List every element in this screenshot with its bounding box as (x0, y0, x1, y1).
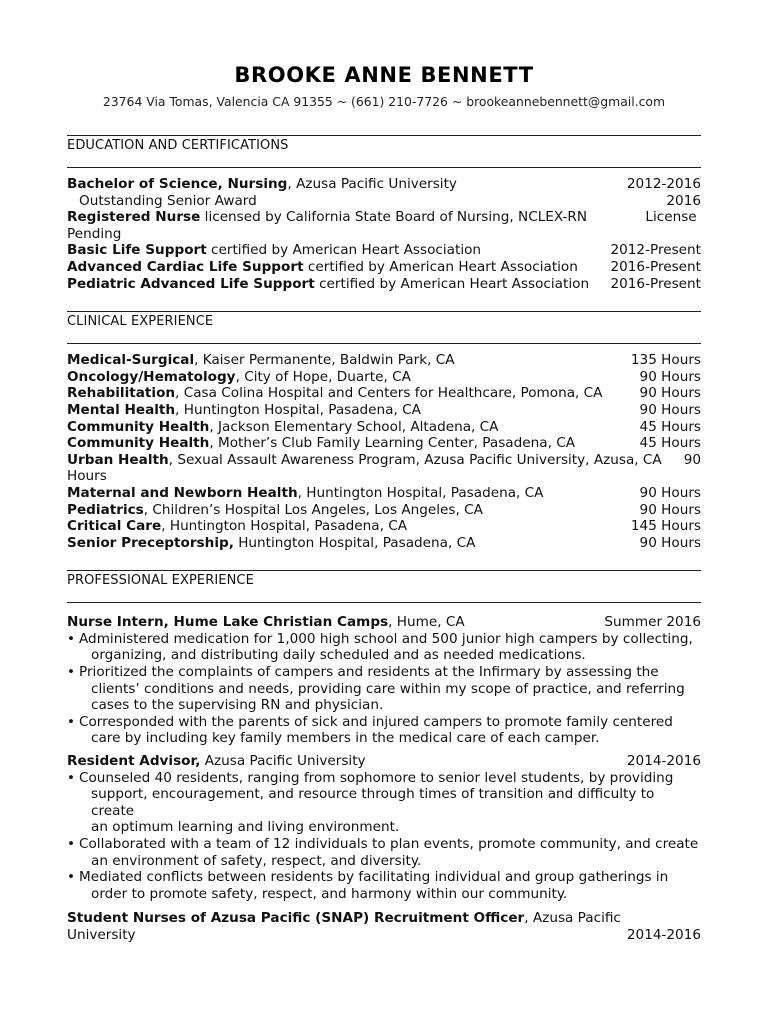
clinical-item: Community Health, Mother’s Club Family Learning Center, Pasadena, CA 45 Hours (67, 435, 701, 452)
job-title-row: Nurse Intern, Hume Lake Christian Camps, Hume, CA Summer 2016 (67, 614, 701, 631)
clinical-item: Community Health, Jackson Elementary School, Altadena, CA 45 Hours (67, 418, 701, 435)
section-heading: EDUCATION AND CERTIFICATIONS (67, 135, 701, 168)
education-section (67, 135, 701, 292)
section-heading: PROFESSIONAL EXPERIENCE (67, 570, 701, 603)
education-item: Bachelor of Science, Nursing, Azusa Pacific University 2012-2016 (67, 176, 701, 192)
job-bullets (67, 770, 701, 903)
list-item: • Prioritized the complaints of campers and residents at the Infirmary by assessing the clients’ conditions and needs, providing care within my scope of practice, and referring cases to the supervising RN and physician. (67, 664, 701, 714)
education-item: Advanced Cardiac Life Support certified by American Heart Association 2016-Present (67, 258, 701, 275)
list-item: • Mediated conflicts between residents by facilitating individual and group gatherings in order to promote safety, respect, and harmony within our community. (67, 869, 701, 902)
clinical-item: Critical Care, Huntington Hospital, Pasadena, CA 145 Hours (67, 518, 701, 535)
list-item: • Counseled 40 residents, ranging from sophomore to senior level students, by providing support, encouragement, and resource through times of transition and difficulty to create an optimum learning and living environment. (67, 770, 701, 836)
clinical-item: Pediatrics, Children’s Hospital Los Angeles, Los Angeles, CA 90 Hours (67, 501, 701, 518)
education-item-wrap: Pending (67, 225, 122, 242)
clinical-item: Maternal and Newborn Health, Huntington Hospital, Pasadena, CA 90 Hours (67, 484, 701, 501)
clinical-item: Oncology/Hematology, City of Hope, Duarte, CA 90 Hours (67, 368, 701, 385)
list-item: • Collaborated with a team of 12 individuals to plan events, promote community, and create an environment of safety, respect, and diversity. (67, 836, 701, 869)
job-title-row: Resident Advisor, Azusa Pacific University 2014-2016 (67, 753, 701, 770)
job-title-row: Student Nurses of Azusa Pacific (SNAP) Recruitment Officer, Azusa Pacific (67, 910, 621, 927)
education-item: Outstanding Senior Award 2016 (79, 192, 701, 209)
list-item: • Administered medication for 1,000 high school and 500 junior high campers by collecting, organizing, and distributing daily scheduled and as needed medications. (67, 631, 701, 664)
education-item: Registered Nurse licensed by California State Board of Nursing, NCLEX-RN License (67, 209, 701, 226)
clinical-item: Rehabilitation, Casa Colina Hospital and Centers for Healthcare, Pomona, CA 90 Hours (67, 385, 701, 402)
clinical-item: Mental Health, Huntington Hospital, Pasadena, CA 90 Hours (67, 401, 701, 418)
list-item: • Corresponded with the parents of sick and injured campers to promote family centered care by including key family members in the medical care of each camper. (67, 714, 701, 747)
clinical-item-wrap: Hours (67, 468, 107, 485)
resume-page (67, 62, 701, 944)
professional-section (67, 570, 701, 943)
section-heading: CLINICAL EXPERIENCE (67, 311, 701, 344)
candidate-name: BROOKE ANNE BENNETT (234, 63, 534, 87)
clinical-section (67, 311, 701, 551)
education-item: Basic Life Support certified by American Heart Association 2012-Present (67, 242, 701, 259)
education-item: Pediatric Advanced Life Support certified by American Heart Association 2016-Present (67, 275, 701, 292)
contact-line: 23764 Via Tomas, Valencia CA 91355 ~ (661) 210-7726 ~ brookeannebennett@gmail.com (102, 94, 666, 109)
job-bullets (67, 631, 701, 747)
clinical-item: Senior Preceptorship, Huntington Hospital, Pasadena, CA 90 Hours (67, 534, 701, 551)
clinical-item: Urban Health, Sexual Assault Awareness Program, Azusa Pacific University, Azusa, CA 90 (67, 451, 701, 468)
job-title-row-cont: University 2014-2016 (67, 926, 701, 943)
clinical-item: Medical-Surgical, Kaiser Permanente, Baldwin Park, CA 135 Hours (67, 352, 701, 369)
